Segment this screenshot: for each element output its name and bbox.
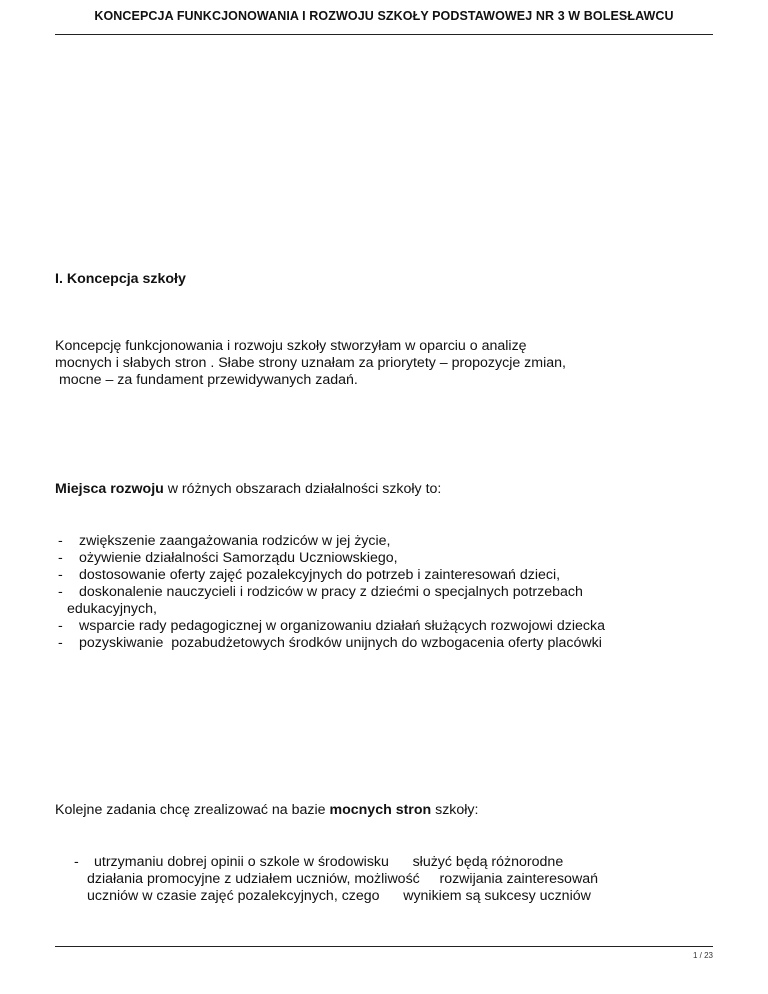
intro-line-1: Koncepcję funkcjonowania i rozwoju szkoły stworzyłam w oparciu o analizę [55, 338, 527, 354]
header-divider [55, 34, 713, 35]
list-item: - pozyskiwanie pozabudżetowych środków unijnych do wzbogacenia oferty placówki [58, 635, 602, 651]
list-item-continuation: działania promocyjne z udziałem uczniów, możliwość rozwijania zainteresowań [87, 871, 598, 887]
list-item-continuation: uczniów w czasie zajęć pozalekcyjnych, czego wynikiem są sukcesy uczniów [87, 888, 591, 904]
footer-divider [55, 946, 713, 947]
section-heading: I. Koncepcja szkoły [55, 271, 186, 287]
page-number: 1 / 23 [692, 951, 713, 960]
development-bold: Miejsca rozwoju [55, 481, 164, 497]
strengths-intro [55, 802, 478, 819]
list-item: - wsparcie rady pedagogicznej w organizowaniu działań służących rozwojowi dziecka [58, 618, 605, 634]
strengths-list [55, 854, 598, 905]
intro-line-2: mocnych i słabych stron . Słabe strony uznałam za priorytety – propozycje zmian, [55, 355, 566, 371]
intro-line-3: mocne – za fundament przewidywanych zadań. [55, 372, 358, 388]
list-item: - doskonalenie nauczycieli i rodziców w pracy z dziećmi o specjalnych potrzebach [58, 584, 583, 600]
development-list [55, 533, 605, 652]
list-item: - zwiększenie zaangażowania rodziców w jej życie, [58, 533, 391, 549]
list-item: - ożywienie działalności Samorządu Uczniowskiego, [58, 550, 398, 566]
page-header-title: KONCEPCJA FUNKCJONOWANIA I ROZWOJU SZKOŁY PODSTAWOWEJ NR 3 W BOLESŁAWCU [94, 9, 674, 23]
strengths-bold: mocnych stron [329, 802, 432, 818]
list-item: - utrzymaniu dobrej opinii o szkole w środowisku służyć będą różnorodne [74, 854, 564, 870]
strengths-post: szkoły: [431, 802, 479, 818]
list-item: - dostosowanie oferty zajęć pozalekcyjnych do potrzeb i zainteresowań dzieci, [58, 567, 561, 583]
strengths-pre: Kolejne zadania chcę zrealizować na bazie [55, 802, 330, 818]
list-item-continuation: edukacyjnych, [67, 601, 157, 617]
development-rest: w różnych obszarach działalności szkoły to: [163, 481, 442, 497]
development-intro [55, 481, 441, 498]
